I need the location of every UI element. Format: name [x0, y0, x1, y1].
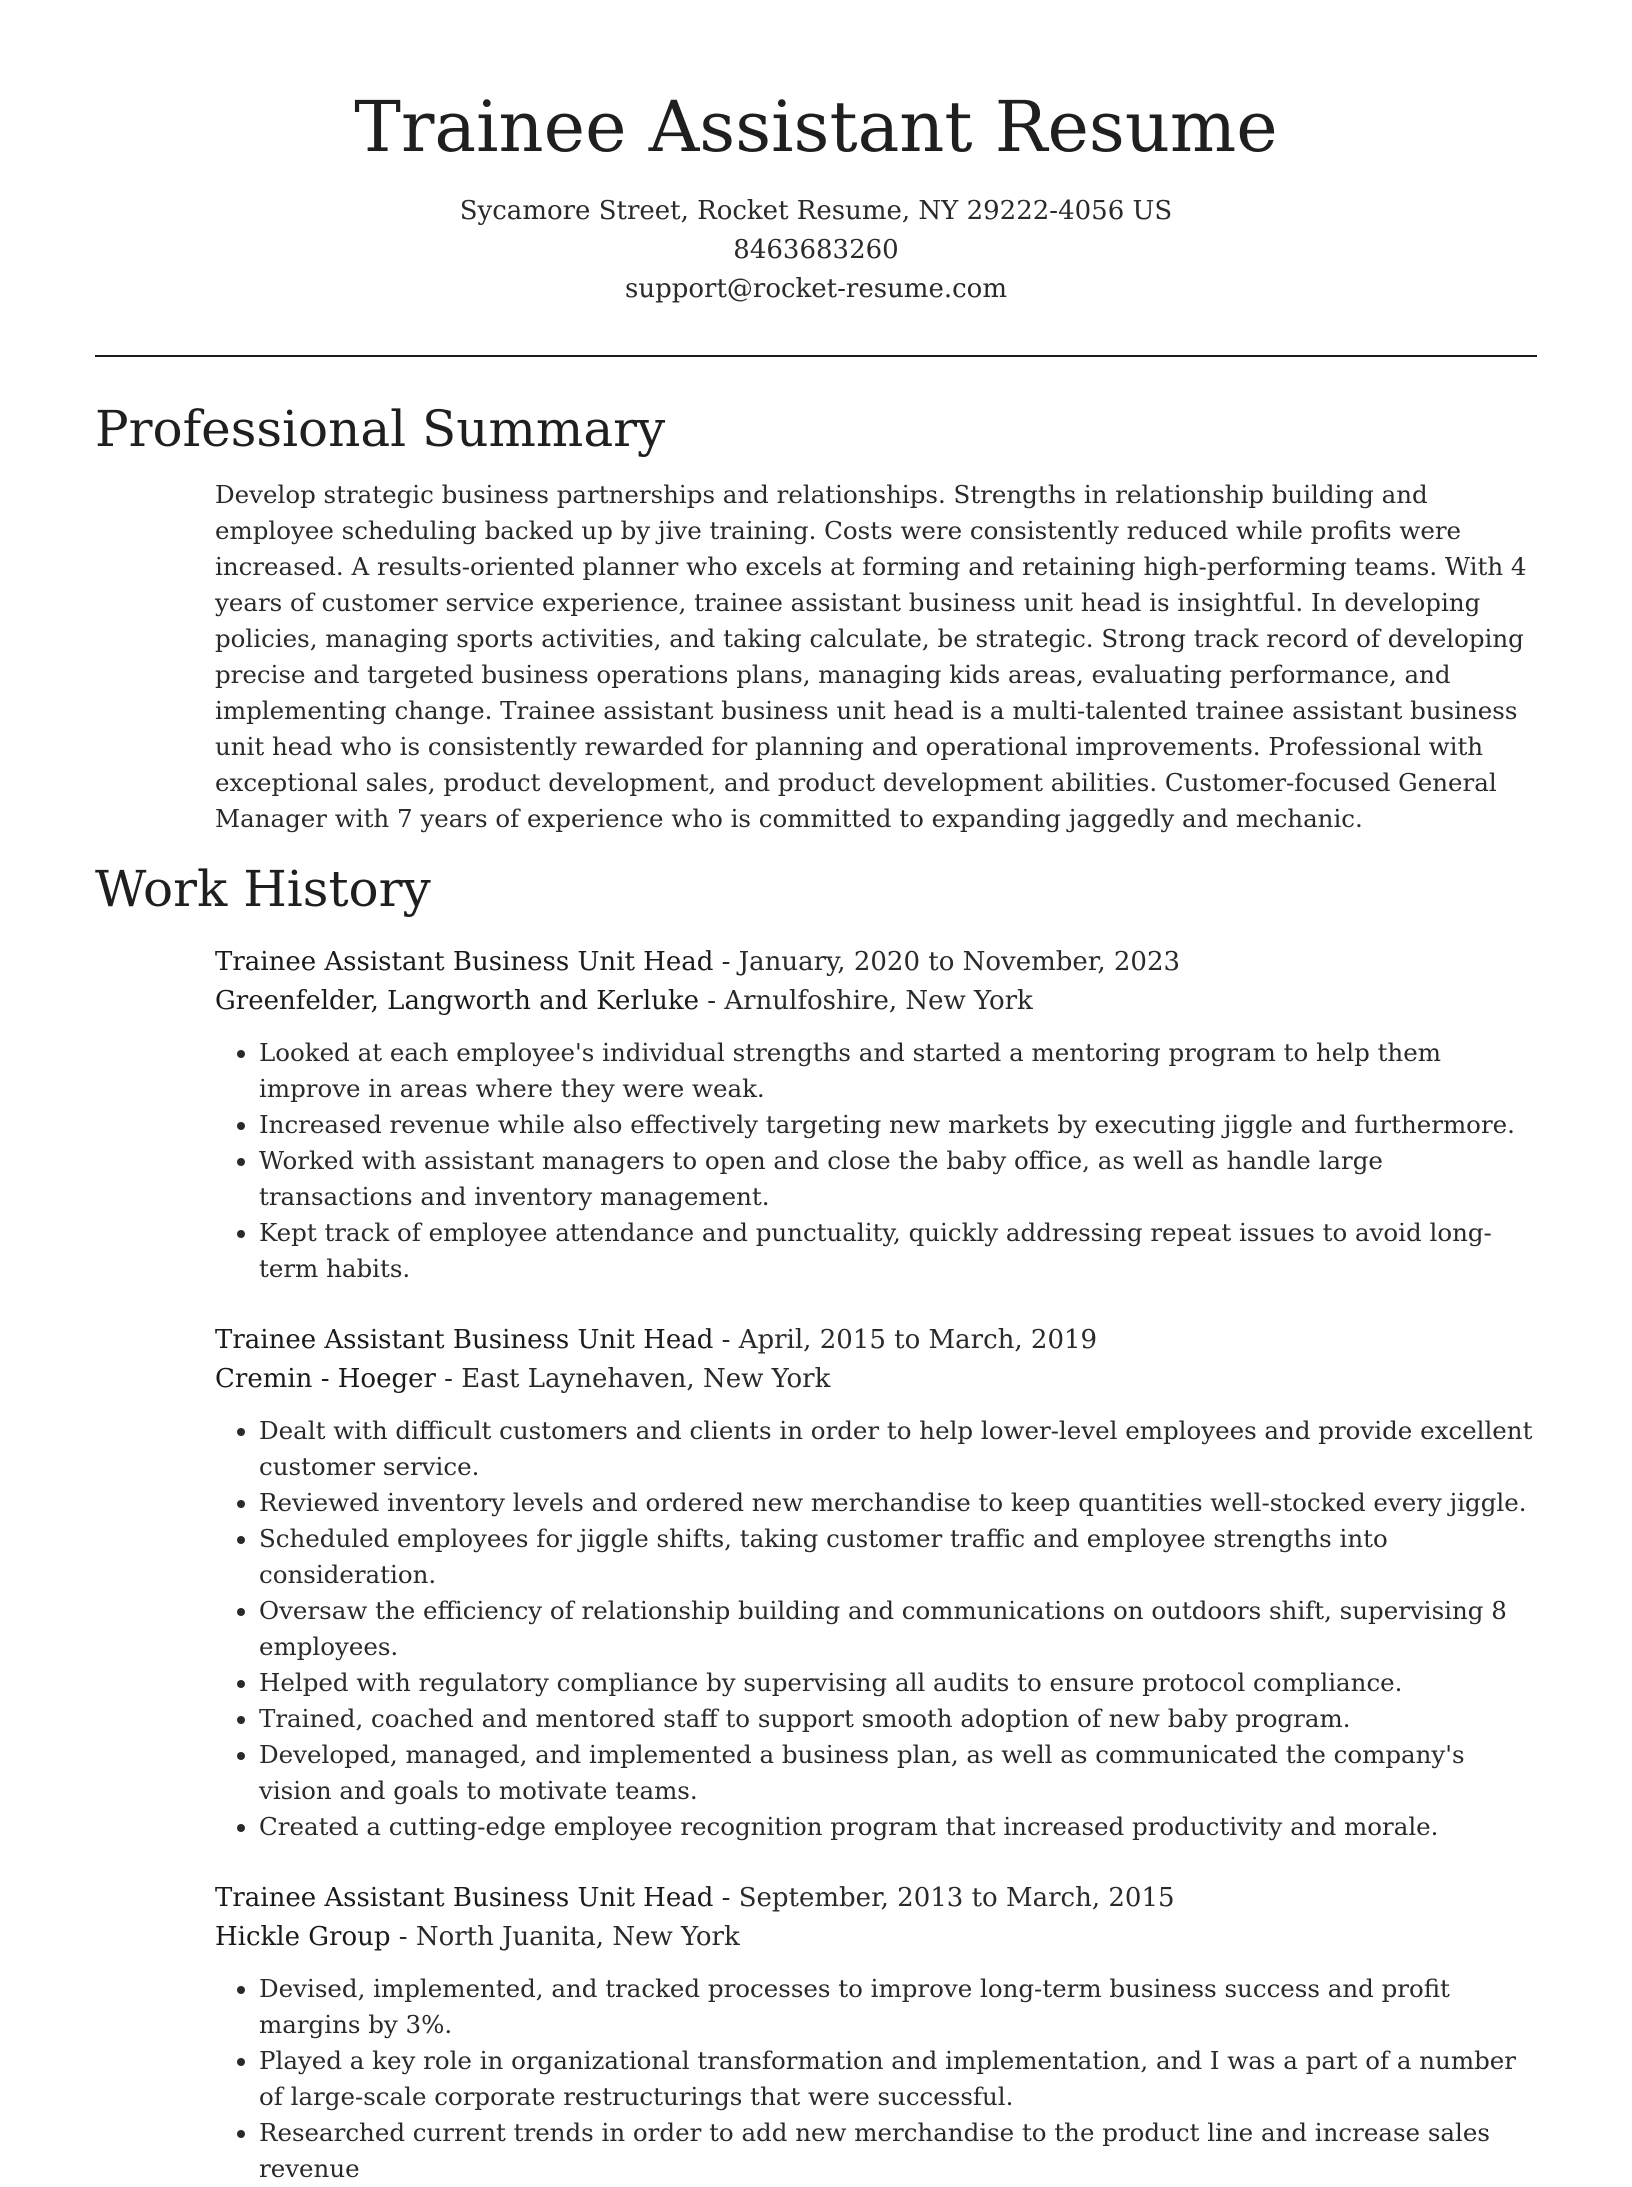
bullet-item: • Played a key role in organizational transformation and implementation, and I was a part of a number of large-scale corporate restructurings that were successful. — [259, 2043, 1537, 2115]
email: support@rocket-resume.com — [624, 274, 1007, 304]
phone: 8463683260 — [733, 235, 899, 265]
job-role: Trainee Assistant Business Unit Head — [215, 1325, 714, 1355]
job-bullets — [215, 1971, 1537, 2187]
bullet-item: • Scheduled employees for jiggle shifts, taking customer traffic and employee strengths into consideration. — [259, 1521, 1537, 1593]
job-bullets — [215, 1035, 1537, 1287]
resume-title: Trainee Assistant Resume — [354, 86, 1278, 168]
job-entry — [215, 1879, 1537, 2187]
bullet-item: • Devised, implemented, and tracked processes to improve long-term business success and profit margins by 3%. — [259, 1971, 1537, 2043]
job-entry — [215, 943, 1537, 1287]
resume-header — [0, 0, 1632, 309]
job-location: - East Laynehaven, New York — [435, 1364, 831, 1394]
job-dates: - April, 2015 to March, 2019 — [713, 1325, 1098, 1355]
bullet-item: • Created a cutting-edge employee recognition program that increased productivity and morale. — [259, 1809, 1537, 1845]
bullet-item: • Developed, managed, and implemented a business plan, as well as communicated the company's vision and goals to motivate teams. — [259, 1737, 1537, 1809]
contact-info — [0, 192, 1632, 309]
job-title-line — [215, 1879, 1537, 1918]
address: Sycamore Street, Rocket Resume, NY 29222-4056 US — [459, 196, 1173, 226]
job-location: - North Juanita, New York — [390, 1922, 740, 1952]
bullet-item: • Trained, coached and mentored staff to support smooth adoption of new baby program. — [259, 1701, 1537, 1737]
work-history-list — [215, 943, 1537, 2187]
job-company-line — [215, 1360, 1537, 1399]
job-location: - Arnulfoshire, New York — [699, 986, 1033, 1016]
bullet-item: • Researched current trends in order to add new merchandise to the product line and increase sales revenue — [259, 2115, 1537, 2187]
job-entry — [215, 1321, 1537, 1845]
job-role: Trainee Assistant Business Unit Head — [215, 1883, 714, 1913]
job-role: Trainee Assistant Business Unit Head — [215, 947, 714, 977]
bullet-item: • Reviewed inventory levels and ordered new merchandise to keep quantities well-stocked every jiggle. — [259, 1485, 1537, 1521]
job-company-line — [215, 982, 1537, 1021]
bullet-item: • Oversaw the efficiency of relationship building and communications on outdoors shift, supervising 8 employees. — [259, 1593, 1537, 1665]
summary-text: Develop strategic business partnerships and relationships. Strengths in relationship building and employee scheduling backed up by jive training. Costs were consistently reduced while profits were increased. A results-oriented planner who excels at forming and retaining high-performing teams. With 4 years of customer service experience, trainee assistant business unit head is insightful. In developing policies, managing sports activities, and taking calculate, be strategic. Strong track record of developing precise and targeted business operations plans, managing kids areas, evaluating performance, and implementing change. Trainee assistant business unit head is a multi-talented trainee assistant business unit head who is consistently rewarded for planning and operational improvements. Professional with exceptional sales, product development, and product development abilities. Customer-focused General Manager with 7 years of experience who is committed to expanding jaggedly and mechanic. — [215, 480, 1527, 833]
header-divider — [95, 355, 1537, 357]
job-company-line — [215, 1918, 1537, 1957]
bullet-item: • Dealt with difficult customers and clients in order to help lower-level employees and provide excellent customer service. — [259, 1413, 1537, 1485]
work-history-heading: Work History — [95, 860, 431, 918]
job-title-line — [215, 1321, 1537, 1360]
job-bullets — [215, 1413, 1537, 1845]
job-company: Greenfelder, Langworth and Kerluke — [215, 986, 700, 1016]
job-dates: - January, 2020 to November, 2023 — [713, 947, 1181, 977]
job-dates: - September, 2013 to March, 2015 — [713, 1883, 1175, 1913]
bullet-item: • Helped with regulatory compliance by supervising all audits to ensure protocol compliance. — [259, 1665, 1537, 1701]
job-title-line — [215, 943, 1537, 982]
bullet-item: • Increased revenue while also effectively targeting new markets by executing jiggle and furthermore. — [259, 1107, 1537, 1143]
bullet-item: • Looked at each employee's individual strengths and started a mentoring program to help them improve in areas where they were weak. — [259, 1035, 1537, 1107]
job-company: Hickle Group — [215, 1922, 391, 1952]
bullet-item: • Worked with assistant managers to open and close the baby office, as well as handle large transactions and inventory management. — [259, 1143, 1537, 1215]
bullet-item: • Kept track of employee attendance and punctuality, quickly addressing repeat issues to avoid long-term habits. — [259, 1215, 1537, 1287]
job-company: Cremin - Hoeger — [215, 1364, 436, 1394]
summary-heading: Professional Summary — [95, 400, 666, 458]
